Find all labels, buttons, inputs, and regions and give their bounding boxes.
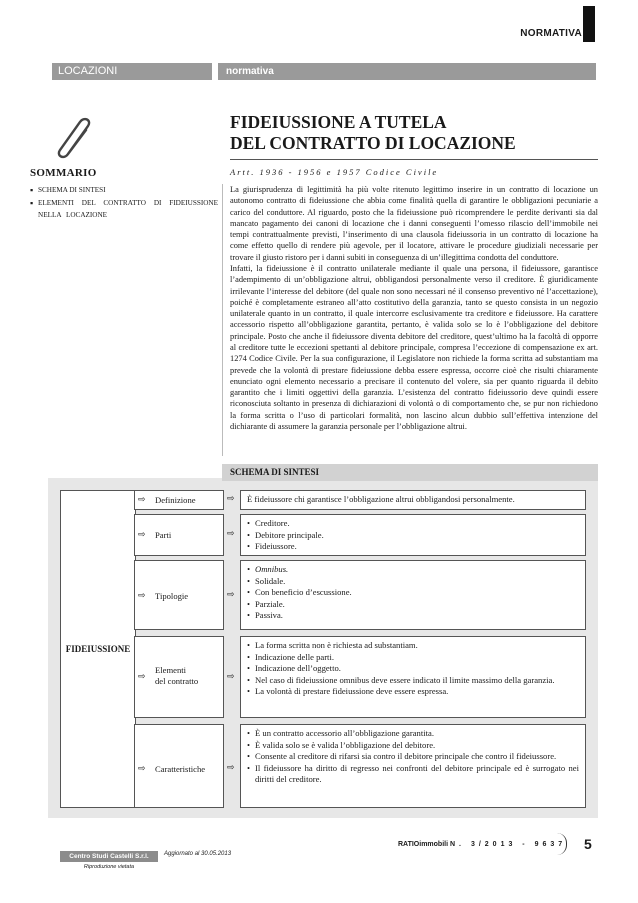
schema-label-line: Elementi (155, 665, 187, 675)
schema-content-box (240, 560, 586, 630)
update-date: Aggiornato al 30.05.2013 (164, 851, 232, 857)
arrow-right-icon: ⇨ (138, 590, 146, 600)
arrow-right-icon: ⇨ (138, 494, 146, 504)
schema-content-box (240, 636, 586, 718)
summary-item[interactable]: ▪ ELEMENTI DEL CONTRATTO DI FIDEIUSSIONE NELLA LOCAZIONE (30, 197, 218, 222)
arrow-right-icon: ⇨ (138, 671, 146, 681)
summary-title: SOMMARIO (30, 167, 97, 179)
schema-content-box (240, 514, 586, 556)
schema-label-box (134, 490, 224, 510)
schema-list-item: • Con beneficio d’escussione. (247, 587, 579, 599)
title-divider (230, 159, 598, 160)
section-title: NORMATIVA (520, 28, 582, 39)
schema-list-item: • È un contratto accessorio all’obbligazione garantita. (247, 728, 579, 740)
schema-list-item: • È valida solo se è valida l’obbligazione del debitore. (247, 740, 579, 752)
summary-list (30, 184, 218, 222)
schema-list-item: • Parziale. (247, 599, 579, 611)
column-divider (222, 184, 223, 456)
section-bar: normativa (218, 63, 596, 80)
page-number: 5 (584, 836, 592, 852)
arrow-right-icon: ⇨ (227, 589, 235, 599)
schema-list-item: • Creditore. (247, 518, 579, 530)
schema-list-item: • La forma scritta non è richiesta ad substantiam. (247, 640, 579, 652)
article-title-line: DEL CONTRATTO DI LOCAZIONE (230, 133, 516, 153)
schema-content-box (240, 490, 586, 510)
schema-label: Tipologie (155, 591, 189, 601)
root-label: FIDEIUSSIONE (65, 644, 131, 654)
arrow-right-icon: ⇨ (138, 529, 146, 539)
arrow-right-icon: ⇨ (227, 762, 235, 772)
company-badge: Centro Studi Castelli S.r.l. (60, 851, 158, 862)
summary-item[interactable]: ▪ SCHEMA DI SINTESI (30, 184, 218, 197)
schema-label-box (134, 514, 224, 556)
issue-number: N. 3/2013 - 9637 (450, 841, 567, 848)
article-title-line: FIDEIUSSIONE A TUTELA (230, 112, 447, 132)
schema-list-item: • Indicazione dell’oggetto. (247, 663, 579, 675)
schema-label (155, 665, 198, 687)
schema-list-item: • Passiva. (247, 610, 579, 622)
schema-label-box (134, 636, 224, 718)
schema-label-line: del contratto (155, 676, 199, 686)
schema-list-item: • Fideiussore. (247, 541, 579, 553)
arrow-right-icon: ⇨ (227, 671, 235, 681)
reproduction-notice: Riproduzione vietata (83, 864, 135, 870)
header-block (583, 6, 595, 42)
article-title (230, 112, 610, 154)
schema-list-item: • La volontà di prestare fideiussione deve essere espressa. (247, 686, 579, 698)
schema-list-item: • Solidale. (247, 576, 579, 588)
article-paragraph: Infatti, la fideiussione è il contratto unilaterale mediante il quale una persona, il fideiussore, garantisce l’adempimento di un’obbligazione altrui, obbligandosi personalmente verso il creditore. È giuridicamente irrilevante l’interesse del debitore (del quale non sono necessari né il consenso preventivo né l’accettazione), poiché è completamente estraneo all’atto costitutivo della garanzia, tanto se questo consista in un negozio unilaterale quanto in un contratto, il quale intercorre esclusivamente tra creditore e fideiussore. Ha carattere accessorio rispetto all’obbligazione garantita, pertanto, è valida solo se lo è l’obbligazione del debitore principale. Posto che anche il fideiussore diventa debitore del creditore, quest’ultimo ha la facoltà di opporre al creditore tutte le eccezioni spettanti al debitore principale, compresa l’eccezione di compensazione ex art. 1274 Codice Civile. Per la sua configurazione, il Legislatore non richiede la forma scritta ad substantiam ma prevede che la volontà di prestare fideiussione debba essere espressa, occorre cioè che risulti chiaramente enunciato ogni elemento necessario a precisare il contenuto del volere, sia per quanto riguarda il debito garantito che i limiti oggettivi della garanzia. L’esistenza del contratto fideiussorio deve quindi essere riconosciuta soltanto in presenza di dichiarazioni di volontà o di comportamento che, se pur non richiedono la forma scritta o l’uso di particolari formalità, non lascino alcun dubbio sull’effettiva intenzione del dichiarante di assumere la garanzia personale per l’obbligazione altrui. (230, 263, 598, 431)
article-body (230, 184, 598, 456)
article-paragraph: La giurisprudenza di legittimità ha più volte ritenuto legittimo inserire in un contratto di locazione un autonomo contratto di fideiussione che abbia come finalità quella di garantire le obbligazioni pecuniarie a carico del conduttore. Al riguardo, posto che la fideiussione può ricomprendere le perdite derivanti sia dal mancato pagamento dei canoni di locazione che i danni conseguenti l’omesso rilascio dell’immobile nei tempi contrattualmente previsti, l’inserimento di una clausola fideiussoria in un contratto di locazione ha come effetto quello di rendere più agevole, per il locatore, attivare le procedure giudiziali necessarie per trovare il giusto ristoro per i danni subiti in conseguenza di un’illegittima condotta del conduttore. (230, 185, 598, 262)
article-subtitle: Artt. 1936 - 1956 e 1957 Codice Civile (230, 167, 439, 177)
schema-title: SCHEMA DI SINTESI (222, 464, 598, 481)
arrow-right-icon: ⇨ (227, 528, 235, 538)
category-bar: LOCAZIONI (52, 63, 212, 80)
schema-list-item: • Indicazione delle parti. (247, 652, 579, 664)
schema-list-item: • Debitore principale. (247, 530, 579, 542)
schema-label: Caratteristiche (155, 764, 206, 774)
publication-name: RATIOimmobili (398, 841, 449, 848)
schema-content-box (240, 724, 586, 808)
schema-label-box (134, 560, 224, 630)
footer-arc (556, 833, 567, 855)
arrow-right-icon: ⇨ (227, 493, 235, 503)
schema-list-item: • Il fideiussore ha diritto di regresso nei confronti del debitore principale ed è surrogato nei diritti del creditore. (247, 763, 579, 786)
schema-label: Parti (155, 530, 172, 540)
arrow-right-icon: ⇨ (138, 763, 146, 773)
schema-text: È fideiussore chi garantisce l’obbligazione altrui obbligandosi personalmente. (247, 494, 515, 504)
paperclip-icon (48, 110, 104, 166)
schema-list-item: • Omnibus. (247, 564, 579, 576)
schema-list-item: • Nel caso di fideiussione omnibus deve essere indicato il limite massimo della garanzia. (247, 675, 579, 687)
schema-label: Definizione (155, 495, 196, 505)
schema-list-item: • Consente al creditore di rifarsi sia contro il debitore principale che contro il fideiussore. (247, 751, 579, 763)
schema-label-box (134, 724, 224, 808)
